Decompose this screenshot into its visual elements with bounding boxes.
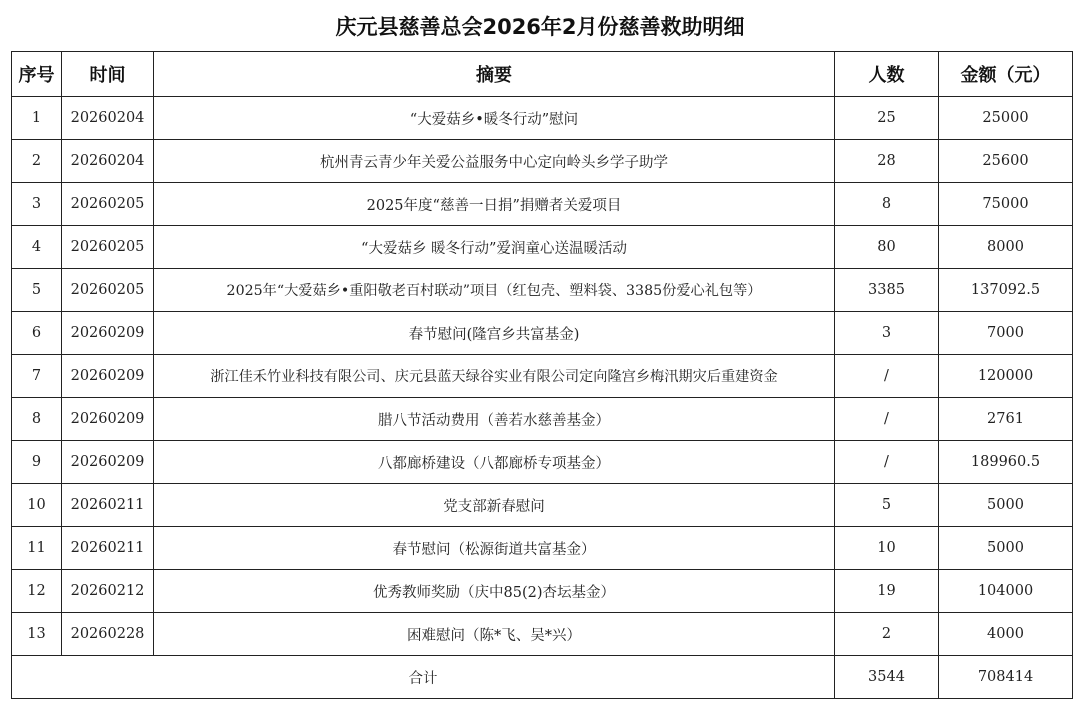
cell-summary: 浙江佳禾竹业科技有限公司、庆元县蓝天绿谷实业有限公司定向隆宫乡梅汛期灾后重建资金 — [154, 355, 835, 398]
cell-people: 10 — [835, 527, 939, 570]
total-row — [12, 656, 1073, 699]
cell-summary: “大爱菇乡•暖冬行动”慰问 — [154, 97, 835, 140]
cell-amount: 5000 — [939, 527, 1073, 570]
cell-people: 3385 — [835, 269, 939, 312]
table-row — [12, 226, 1073, 269]
cell-seq: 2 — [12, 140, 62, 183]
cell-seq: 1 — [12, 97, 62, 140]
header-people: 人数 — [835, 52, 939, 97]
cell-seq: 9 — [12, 441, 62, 484]
cell-summary: 困难慰问（陈*飞、吴*兴） — [154, 613, 835, 656]
table-row — [12, 355, 1073, 398]
cell-seq: 3 — [12, 183, 62, 226]
table-row — [12, 527, 1073, 570]
cell-time: 20260209 — [62, 312, 154, 355]
cell-amount: 104000 — [939, 570, 1073, 613]
cell-amount: 4000 — [939, 613, 1073, 656]
document-title: 庆元县慈善总会2026年2月份慈善救助明细 — [335, 15, 745, 39]
cell-summary: 春节慰问（松源街道共富基金） — [154, 527, 835, 570]
cell-amount: 7000 — [939, 312, 1073, 355]
cell-seq: 5 — [12, 269, 62, 312]
cell-time: 20260228 — [62, 613, 154, 656]
table-row — [12, 613, 1073, 656]
total-amount: 708414 — [939, 656, 1073, 699]
cell-people: 5 — [835, 484, 939, 527]
cell-seq: 4 — [12, 226, 62, 269]
cell-seq: 7 — [12, 355, 62, 398]
table-row — [12, 269, 1073, 312]
header-summary: 摘要 — [154, 52, 835, 97]
cell-amount: 8000 — [939, 226, 1073, 269]
table-row — [12, 570, 1073, 613]
cell-time: 20260212 — [62, 570, 154, 613]
cell-summary: 2025年“大爱菇乡•重阳敬老百村联动”项目（红包壳、塑料袋、3385份爱心礼包等） — [154, 269, 835, 312]
cell-time: 20260204 — [62, 97, 154, 140]
cell-summary: 春节慰问(隆宫乡共富基金) — [154, 312, 835, 355]
cell-people: 8 — [835, 183, 939, 226]
cell-time: 20260209 — [62, 441, 154, 484]
cell-summary: 杭州青云青少年关爱公益服务中心定向岭头乡学子助学 — [154, 140, 835, 183]
cell-seq: 11 — [12, 527, 62, 570]
table-row — [12, 97, 1073, 140]
cell-summary: 腊八节活动费用（善若水慈善基金） — [154, 398, 835, 441]
table-row — [12, 441, 1073, 484]
cell-amount: 120000 — [939, 355, 1073, 398]
cell-people: 19 — [835, 570, 939, 613]
cell-people: 25 — [835, 97, 939, 140]
cell-seq: 13 — [12, 613, 62, 656]
cell-amount: 5000 — [939, 484, 1073, 527]
total-people: 3544 — [835, 656, 939, 699]
cell-amount: 75000 — [939, 183, 1073, 226]
cell-time: 20260211 — [62, 527, 154, 570]
cell-summary: “大爱菇乡 暖冬行动”爱润童心送温暖活动 — [154, 226, 835, 269]
charity-assistance-table — [11, 51, 1073, 699]
total-label: 合计 — [12, 656, 835, 699]
cell-people: / — [835, 355, 939, 398]
cell-seq: 6 — [12, 312, 62, 355]
cell-amount: 25000 — [939, 97, 1073, 140]
table-row — [12, 183, 1073, 226]
cell-time: 20260204 — [62, 140, 154, 183]
cell-people: 28 — [835, 140, 939, 183]
cell-amount: 2761 — [939, 398, 1073, 441]
cell-summary: 2025年度“慈善一日捐”捐赠者关爱项目 — [154, 183, 835, 226]
cell-time: 20260209 — [62, 398, 154, 441]
cell-time: 20260211 — [62, 484, 154, 527]
table-row — [12, 484, 1073, 527]
cell-summary: 党支部新春慰问 — [154, 484, 835, 527]
cell-summary: 优秀教师奖励（庆中85(2)杏坛基金） — [154, 570, 835, 613]
header-amount: 金额（元） — [939, 52, 1073, 97]
cell-people: / — [835, 398, 939, 441]
table-row — [12, 140, 1073, 183]
cell-people: / — [835, 441, 939, 484]
cell-seq: 10 — [12, 484, 62, 527]
cell-people: 80 — [835, 226, 939, 269]
cell-time: 20260209 — [62, 355, 154, 398]
cell-time: 20260205 — [62, 226, 154, 269]
table-row — [12, 312, 1073, 355]
cell-amount: 25600 — [939, 140, 1073, 183]
cell-summary: 八都廊桥建设（八都廊桥专项基金） — [154, 441, 835, 484]
table-header-row — [12, 52, 1073, 97]
table-row — [12, 398, 1073, 441]
cell-amount: 137092.5 — [939, 269, 1073, 312]
cell-amount: 189960.5 — [939, 441, 1073, 484]
header-seq: 序号 — [12, 52, 62, 97]
cell-time: 20260205 — [62, 269, 154, 312]
cell-time: 20260205 — [62, 183, 154, 226]
cell-people: 2 — [835, 613, 939, 656]
cell-seq: 8 — [12, 398, 62, 441]
cell-people: 3 — [835, 312, 939, 355]
cell-seq: 12 — [12, 570, 62, 613]
header-time: 时间 — [62, 52, 154, 97]
